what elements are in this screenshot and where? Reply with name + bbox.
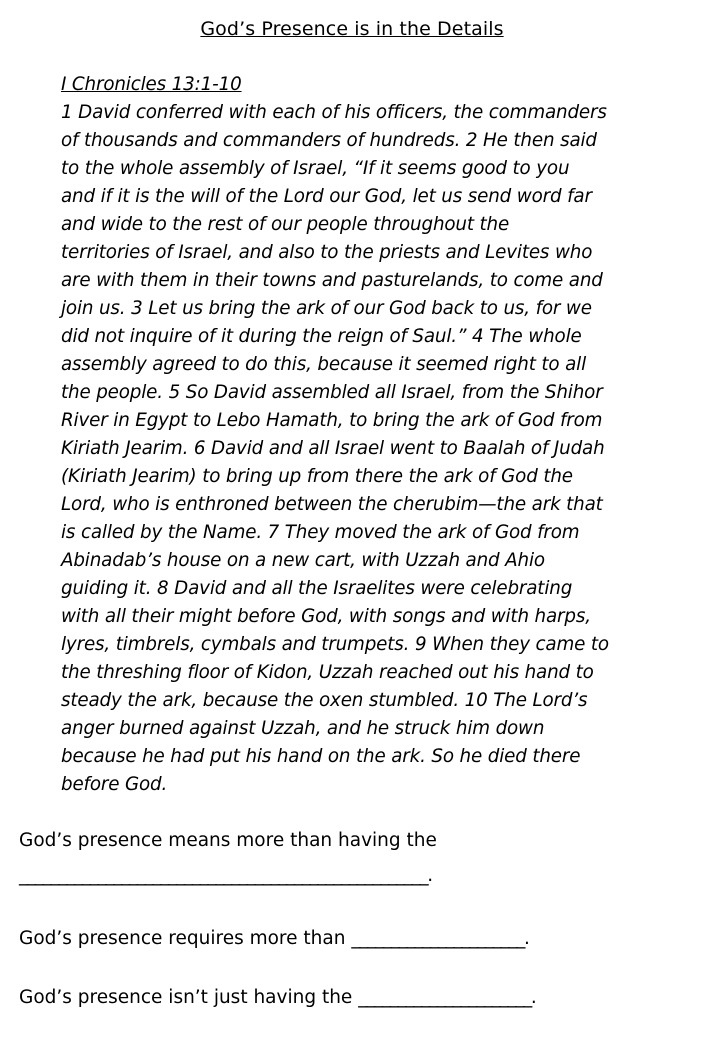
fill-in-blank: ______________________.: [351, 928, 529, 949]
passage-line: steady the ark, because the oxen stumbled. 10 The Lord’s: [61, 690, 588, 711]
passage-line: is called by the Name. 7 They moved the ark of God from: [61, 522, 580, 543]
passage-line: anger burned against Uzzah, and he struck him down: [61, 718, 545, 739]
passage-line: (Kiriath Jearim) to bring up from there the ark of God the: [61, 466, 573, 487]
passage-line: are with them in their towns and pasturelands, to come and: [61, 270, 603, 291]
passage-line: Abinadab’s house on a new cart, with Uzzah and Ahio: [61, 550, 545, 571]
prompt-1-blank: [19, 862, 432, 890]
passage-line: assembly agreed to do this, because it seemed right to all: [61, 354, 587, 375]
passage-line: Kiriath Jearim. 6 David and all Israel went to Baalah of Judah: [61, 438, 605, 459]
passage-line: and wide to the rest of our people throughout the: [61, 214, 510, 235]
passage-line: territories of Israel, and also to the priests and Levites who: [61, 242, 593, 263]
passage-line: lyres, timbrels, cymbals and trumpets. 9 When they came to: [61, 634, 609, 655]
passage-line: because he had put his hand on the ark. So he died there: [61, 746, 581, 767]
prompt-3: [19, 984, 535, 1012]
passage-line: the threshing floor of Kidon, Uzzah reached out his hand to: [61, 662, 594, 683]
prompt-2-text: God’s presence requires more than: [19, 928, 352, 949]
prompt-3-text: God’s presence isn’t just having the: [19, 987, 359, 1008]
passage-line: guiding it. 8 David and all the Israelites were celebrating: [61, 578, 573, 599]
scripture-passage: [61, 71, 685, 799]
passage-line: the people. 5 So David assembled all Israel, from the Shihor: [61, 382, 603, 403]
passage-line: Lord, who is enthroned between the cherubim—the ark that: [61, 494, 603, 515]
passage-line: before God.: [61, 774, 168, 795]
passage-line: join us. 3 Let us bring the ark of our God back to us, for we: [61, 298, 592, 319]
passage-line: did not inquire of it during the reign of Saul.” 4 The whole: [61, 326, 582, 347]
prompt-2: [19, 925, 529, 953]
scripture-reference: I Chronicles 13:1-10: [61, 74, 242, 95]
passage-line: 1 David conferred with each of his officers, the commanders: [61, 102, 607, 123]
passage-line: and if it is the will of the Lord our God, let us send word far: [61, 186, 592, 207]
fill-in-blank: ______________________.: [358, 987, 536, 1008]
passage-line: of thousands and commanders of hundreds. 2 He then said: [61, 130, 597, 151]
passage-line: with all their might before God, with songs and with harps,: [61, 606, 591, 627]
passage-line: to the whole assembly of Israel, “If it seems good to you: [61, 158, 570, 179]
fill-in-blank: ____________________________________________________.: [19, 865, 432, 886]
passage-line: River in Egypt to Lebo Hamath, to bring the ark of God from: [61, 410, 603, 431]
prompt-1-text: God’s presence means more than having the: [19, 830, 437, 851]
page-title: God’s Presence is in the Details: [200, 18, 504, 40]
